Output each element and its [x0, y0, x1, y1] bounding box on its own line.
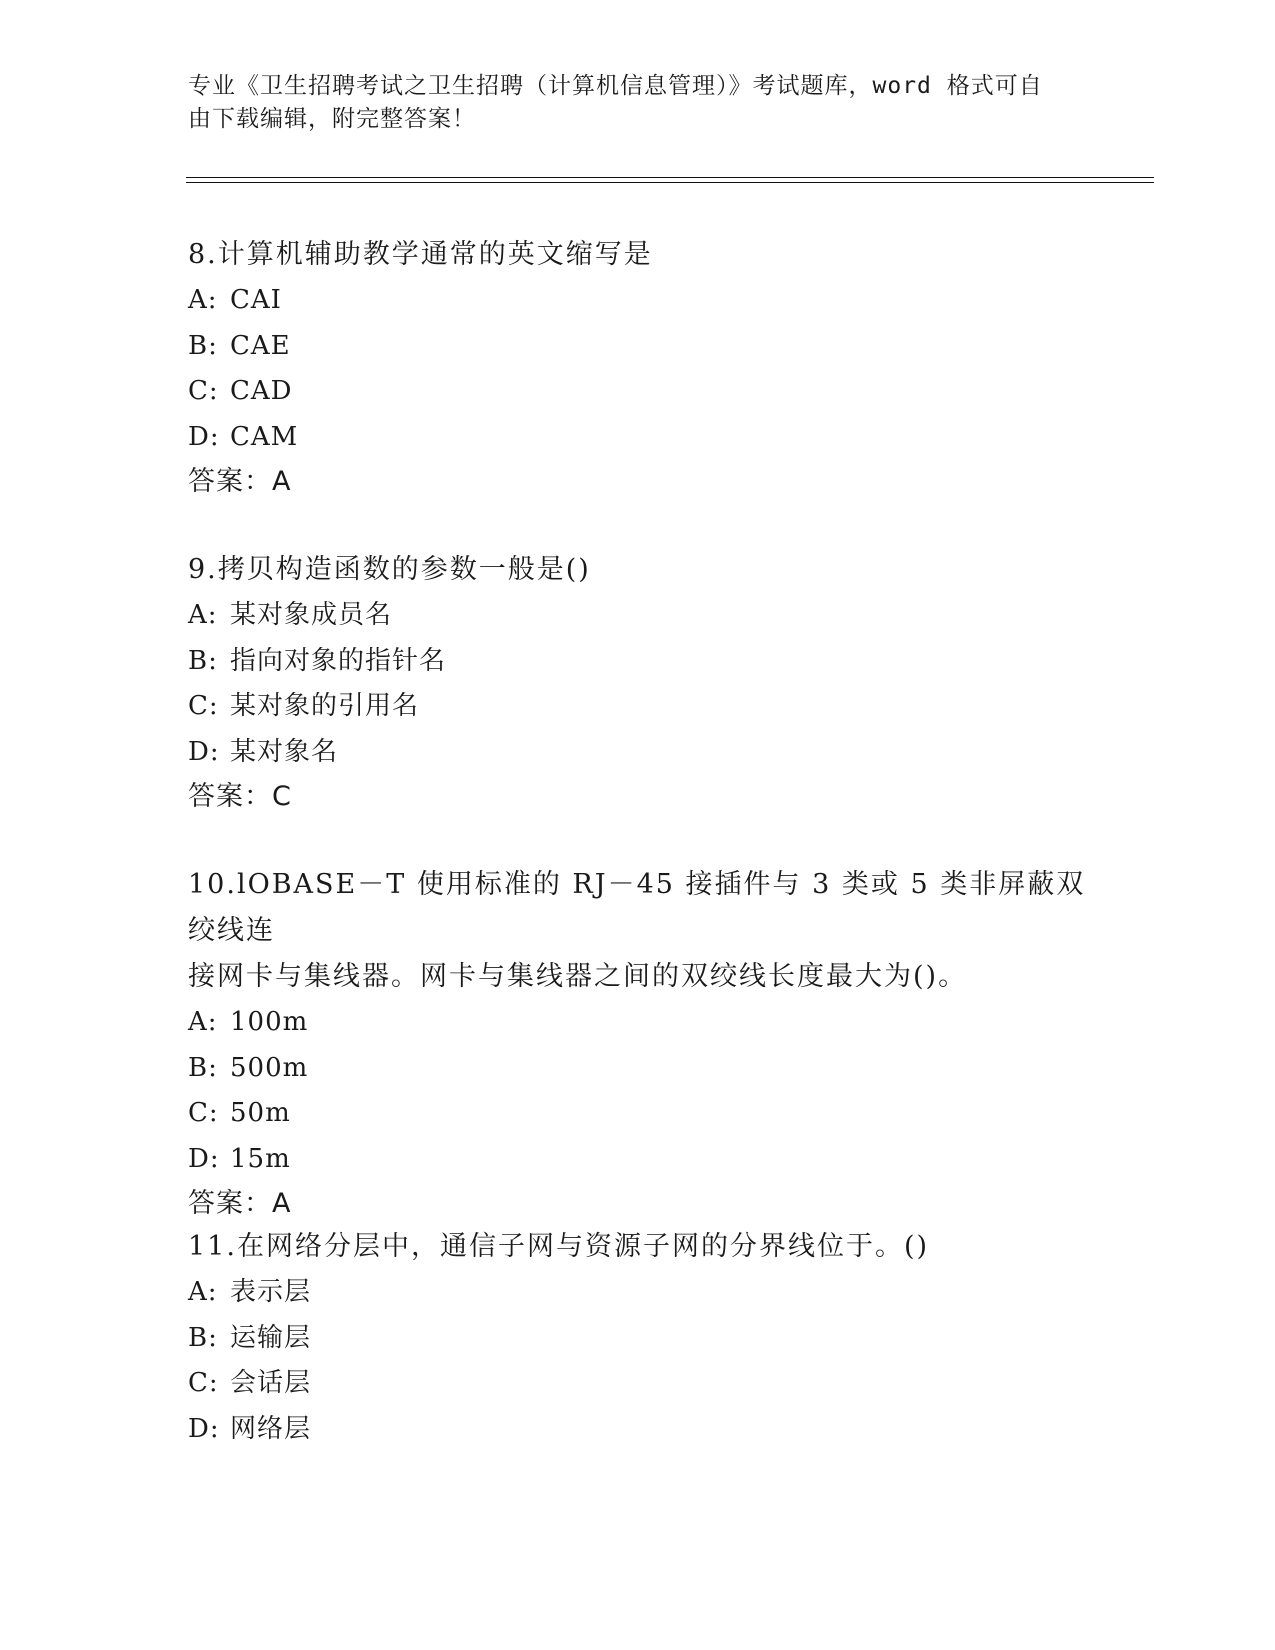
document-header — [188, 70, 1068, 136]
option-text: CAM — [230, 421, 299, 452]
option-text: CAI — [230, 285, 282, 315]
option-text: 15m — [230, 1143, 291, 1174]
header-rule-top — [186, 177, 1154, 178]
option-d — [188, 415, 1088, 461]
option-text: 某对象的引用名 — [230, 691, 420, 721]
option-label: C: — [188, 1368, 219, 1398]
option-label: D: — [188, 1143, 220, 1174]
option-b — [188, 1046, 1088, 1092]
question-title: 11.在网络分层中，通信子网与资源子网的分界线位于。() — [188, 1231, 930, 1262]
question-title: 9.拷贝构造函数的参数一般是() — [188, 554, 591, 585]
option-label: D: — [188, 1413, 220, 1444]
option-label: B: — [188, 645, 218, 676]
option-text: 500m — [230, 1052, 309, 1083]
option-text: 指向对象的指针名 — [230, 645, 447, 676]
option-text: CAE — [230, 330, 291, 361]
option-label: C: — [188, 691, 219, 721]
option-text: CAD — [230, 376, 293, 406]
option-label: A: — [188, 1277, 218, 1307]
option-d — [188, 1137, 1088, 1183]
option-a — [188, 1000, 1088, 1046]
option-label: A: — [188, 600, 218, 630]
option-text: 某对象成员名 — [230, 600, 393, 630]
option-d — [188, 1407, 1088, 1453]
header-line-2: 由下载编辑，附完整答案！ — [188, 106, 476, 132]
question-10 — [188, 862, 1088, 1226]
question-9 — [188, 547, 1088, 819]
answer: 答案：A — [188, 466, 292, 497]
option-c — [188, 369, 1088, 415]
question-title-line-2: 接网卡与集线器。网卡与集线器之间的双绞线长度最大为()。 — [188, 961, 968, 992]
question-title — [188, 862, 1088, 1000]
option-d — [188, 730, 1088, 776]
question-8 — [188, 232, 1088, 504]
option-a — [188, 593, 1088, 639]
option-b — [188, 639, 1088, 685]
option-a — [188, 1270, 1088, 1316]
answer: 答案：C — [188, 781, 292, 812]
option-label: D: — [188, 736, 220, 767]
option-b — [188, 1316, 1088, 1362]
option-text: 运输层 — [230, 1322, 312, 1353]
option-b — [188, 324, 1088, 370]
option-label: B: — [188, 1052, 218, 1083]
option-text: 网络层 — [230, 1413, 312, 1444]
option-c — [188, 684, 1088, 730]
option-label: D: — [188, 421, 220, 452]
option-label: C: — [188, 376, 219, 406]
header-line-1: 专业《卫生招聘考试之卫生招聘（计算机信息管理）》考试题库，word 格式可自 — [188, 73, 1043, 99]
option-label: B: — [188, 1322, 218, 1353]
question-title-line-1: 10.lOBASE－T 使用标准的 RJ－45 接插件与 3 类或 5 类非屏蔽双绞线连 — [188, 869, 1086, 946]
option-c — [188, 1091, 1088, 1137]
option-label: C: — [188, 1098, 219, 1128]
option-label: A: — [188, 285, 218, 315]
option-text: 某对象名 — [230, 736, 339, 767]
header-rule-bottom — [186, 182, 1154, 183]
option-text: 100m — [230, 1007, 309, 1037]
option-c — [188, 1361, 1088, 1407]
option-label: B: — [188, 330, 218, 361]
option-text: 会话层 — [230, 1368, 312, 1398]
option-text: 50m — [230, 1098, 291, 1128]
option-a — [188, 278, 1088, 324]
option-label: A: — [188, 1007, 218, 1037]
question-11 — [188, 1224, 1088, 1452]
option-text: 表示层 — [230, 1277, 312, 1307]
answer: 答案：A — [188, 1188, 292, 1219]
question-title: 8.计算机辅助教学通常的英文缩写是 — [188, 239, 653, 270]
